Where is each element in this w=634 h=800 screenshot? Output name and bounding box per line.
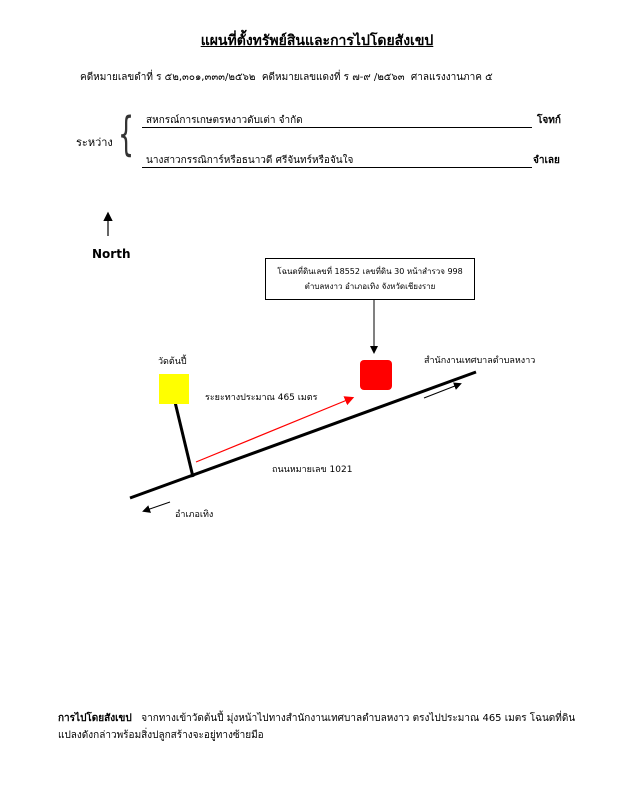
page-title: แผนที่ตั้งทรัพย์สินและการไปโดยสังเขป — [200, 33, 434, 49]
temple-marker — [159, 374, 189, 404]
temple-access-road — [175, 402, 193, 477]
temple-label: วัดต้นปี้ — [158, 357, 187, 367]
property-marker — [360, 360, 392, 390]
direction-arrow-district — [144, 502, 170, 511]
black-case-label: คดีหมายเลขดำที่ — [80, 72, 153, 83]
north-label: North — [92, 247, 131, 261]
court-name: ศาลแรงงานภาค ๕ — [410, 72, 493, 83]
directions-text: จากทางเข้าวัดต้นปี้ มุ่งหน้าไปทางสำนักงานเทศบาลตำบลหงาว ตรงไปประมาณ 465 เมตร โฉนดที่ดินแปลงดังกล่าวพร้อมสิ่งปลูกสร้างจะอยู่ทางซ้ายมือ — [58, 713, 576, 741]
plaintiff-role: โจทก์ — [537, 115, 561, 126]
red-case-label: คดีหมายเลขแดงที่ — [261, 72, 341, 83]
direction-arrow-office — [424, 384, 460, 398]
distance-label: ระยะทางประมาณ 465 เมตร — [205, 393, 318, 403]
brace-symbol: { — [118, 107, 135, 161]
property-info-line1: โฉนดที่ดินเลขที่ 18552 เลขที่ดิน 30 หน้าสำรวจ 998 — [277, 267, 463, 276]
defendant-name: นางสาวกรรณิการ์หรือธนาวดี ศรีจันทร์หรือจันใจ — [146, 155, 354, 166]
plaintiff-name: สหกรณ์การเกษตรหงาวดับเต่า จำกัด — [146, 115, 303, 126]
red-case-number: ร ๗-๙ /๒๕๖๓ — [343, 72, 405, 83]
property-info-box — [265, 258, 475, 300]
route-arrow — [196, 398, 352, 462]
office-label: สำนักงานเทศบาลตำบลหงาว — [424, 356, 536, 366]
black-case-number: ร ๕๒,๓๐๑,๓๓๓/๒๕๖๒ — [156, 72, 256, 83]
property-info-line2: ตำบลหงาว อำเภอเทิง จังหวัดเชียงราย — [304, 282, 436, 291]
road-label: ถนนหมายเลข 1021 — [272, 465, 353, 475]
directions-paragraph — [58, 710, 598, 744]
between-label: ระหว่าง — [76, 136, 113, 149]
defendant-role: จำเลย — [533, 155, 560, 166]
directions-label: การไปโดยสังเขป — [58, 713, 132, 724]
district-label: อำเภอเทิง — [175, 510, 214, 520]
